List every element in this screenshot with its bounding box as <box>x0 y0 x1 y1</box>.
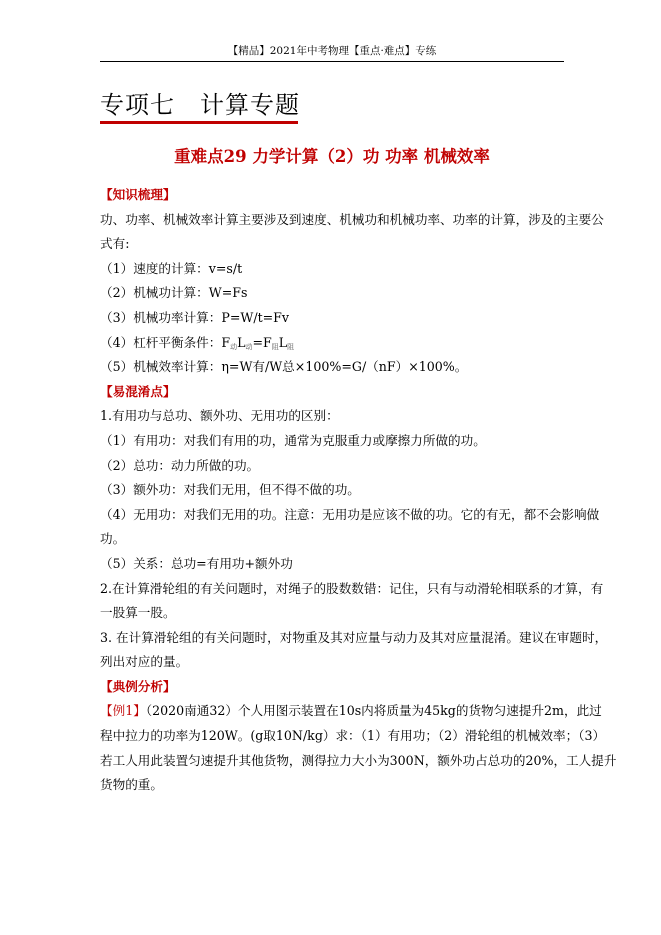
example-line <box>100 699 602 724</box>
formula-text: =F <box>252 334 272 350</box>
formula-item: （2）机械功计算：W=Fs <box>100 285 248 301</box>
subscript: 阻 <box>287 342 295 351</box>
example-text: （2020南通32）个人用图示装置在10s内将质量为45kg的货物匀速提升2m，此过 <box>145 703 602 719</box>
page-title: 专项七 计算专题 <box>100 91 300 119</box>
paragraph-line: 功、功率、机械效率计算主要涉及到速度、机械功和机械功率、功率的计算，涉及的主要公 <box>100 211 604 227</box>
page-subtitle: 重难点29 力学计算（2）功 功率 机械效率 <box>174 147 490 166</box>
formula-text: （4）杠杆平衡条件：F <box>100 334 231 350</box>
formula-item: （1）速度的计算：v=s/t <box>100 260 243 276</box>
example-line: 若工人用此装置匀速提升其他货物，测得拉力大小为300N，额外功占总功的20%，工人提升 <box>100 752 617 768</box>
page-header: 【精品】2021年中考物理【重点·难点】专练 <box>227 45 437 57</box>
paragraph-line: （2）总功：动力所做的功。 <box>100 457 260 473</box>
document-body <box>100 183 617 798</box>
example-label: 【例1】 <box>100 703 146 719</box>
subscript: 阻 <box>271 342 279 351</box>
formula-text: L <box>237 334 246 350</box>
title-block <box>100 90 300 124</box>
formula-text: L <box>278 334 288 350</box>
paragraph-line: 列出对应的量。 <box>100 654 189 670</box>
paragraph-line: 一股算一股。 <box>100 605 176 621</box>
formula-item: （3）机械功率计算：P=W/t=Fv <box>100 309 290 325</box>
formula-item: （5）机械效率计算：η=W有/W总×100%=G/（nF）×100%。 <box>100 359 468 375</box>
example-line: 程中拉力的功率为120W。(g取10N/kg）求：（1）有用功；（2）滑轮组的机械效率；（3） <box>100 728 606 744</box>
paragraph-line: 3. 在计算滑轮组的有关问题时，对物重及其对应量与动力及其对应量混淆。建议在审题时， <box>100 629 608 645</box>
subscript: 动 <box>245 342 253 351</box>
paragraph-line: （1）有用功：对我们有用的功，通常为克服重力或摩擦力所做的功。 <box>100 432 486 448</box>
title-underline <box>100 121 298 124</box>
section-heading-confusion: 【易混淆点】 <box>100 383 176 399</box>
paragraph-line: （3）额外功：对我们无用，但不得不做的功。 <box>100 482 360 498</box>
section-heading-examples: 【典例分析】 <box>100 678 176 694</box>
paragraph-line: （5）关系：总功=有用功+额外功 <box>100 555 293 571</box>
example-line: 货物的重。 <box>100 777 163 793</box>
paragraph-line: 2.在计算滑轮组的有关问题时，对绳子的股数数错：记住，只有与动滑轮相联系的才算，有 <box>100 580 604 596</box>
paragraph-line: 式有: <box>100 236 130 252</box>
subscript: 动 <box>230 342 238 351</box>
paragraph-line: 1.有用功与总功、额外功、无用功的区别： <box>100 408 339 424</box>
paragraph-line: 功。 <box>100 531 126 547</box>
paragraph-line: （4）无用功：对我们无用的功。注意：无用功是应该不做的功。它的有无，都不会影响做 <box>100 506 600 522</box>
formula-item-lever <box>100 331 565 356</box>
header-rule <box>100 61 564 62</box>
section-heading-knowledge: 【知识梳理】 <box>100 187 176 202</box>
